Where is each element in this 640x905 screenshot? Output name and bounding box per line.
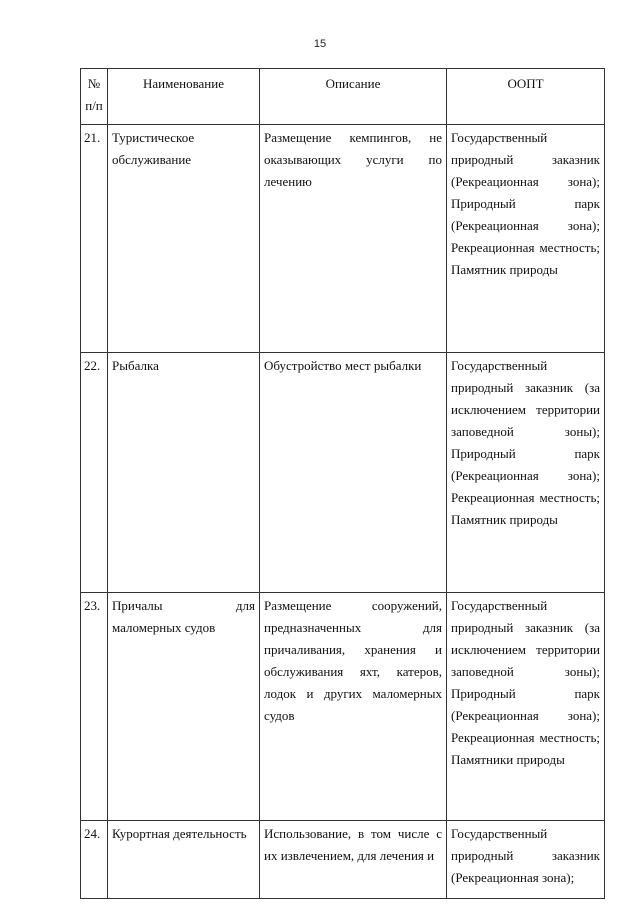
row-oopt: Государственный природный заказник (за исключением территории заповедной зоны); Природный парк (Рекреационная зона); Рекреационная местность; Памятники природы [447, 593, 605, 821]
header-oopt: ООПТ [447, 69, 605, 125]
header-description: Описание [260, 69, 447, 125]
oopt-table [80, 68, 605, 899]
row-num: 24. [81, 821, 108, 899]
table-row [81, 125, 605, 353]
row-oopt: Государственный природный заказник (за исключением территории заповедной зоны); Природный парк (Рекреационная зона); Рекреационная местность; Памятник природы [447, 353, 605, 593]
row-name: Курортная деятельность [108, 821, 260, 899]
table-row [81, 821, 605, 899]
page-number: 15 [313, 38, 327, 50]
table-header-row [81, 69, 605, 125]
row-oopt: Государственный природный заказник (Рекреационная зона); Природный парк (Рекреационная зона); Рекреационная местность; Памятник природы [447, 125, 605, 353]
row-name: Туристическое обслуживание [108, 125, 260, 353]
header-name: Наименование [108, 69, 260, 125]
row-description: Размещение сооружений, предназначенных для причаливания, хранения и обслуживания яхт, катеров, лодок и других маломерных судов [260, 593, 447, 821]
row-num: 21. [81, 125, 108, 353]
table-row [81, 593, 605, 821]
row-description: Использование, в том числе с их извлечением, для лечения и [260, 821, 447, 899]
row-name: Рыбалка [108, 353, 260, 593]
row-num: 22. [81, 353, 108, 593]
row-description: Размещение кемпингов, не оказывающих услуги по лечению [260, 125, 447, 353]
row-oopt: Государственный природный заказник (Рекреационная зона); [447, 821, 605, 899]
row-num: 23. [81, 593, 108, 821]
header-num: № п/п [81, 69, 108, 125]
row-name: Причалы для маломерных судов [108, 593, 260, 821]
table-row [81, 353, 605, 593]
row-description: Обустройство мест рыбалки [260, 353, 447, 593]
